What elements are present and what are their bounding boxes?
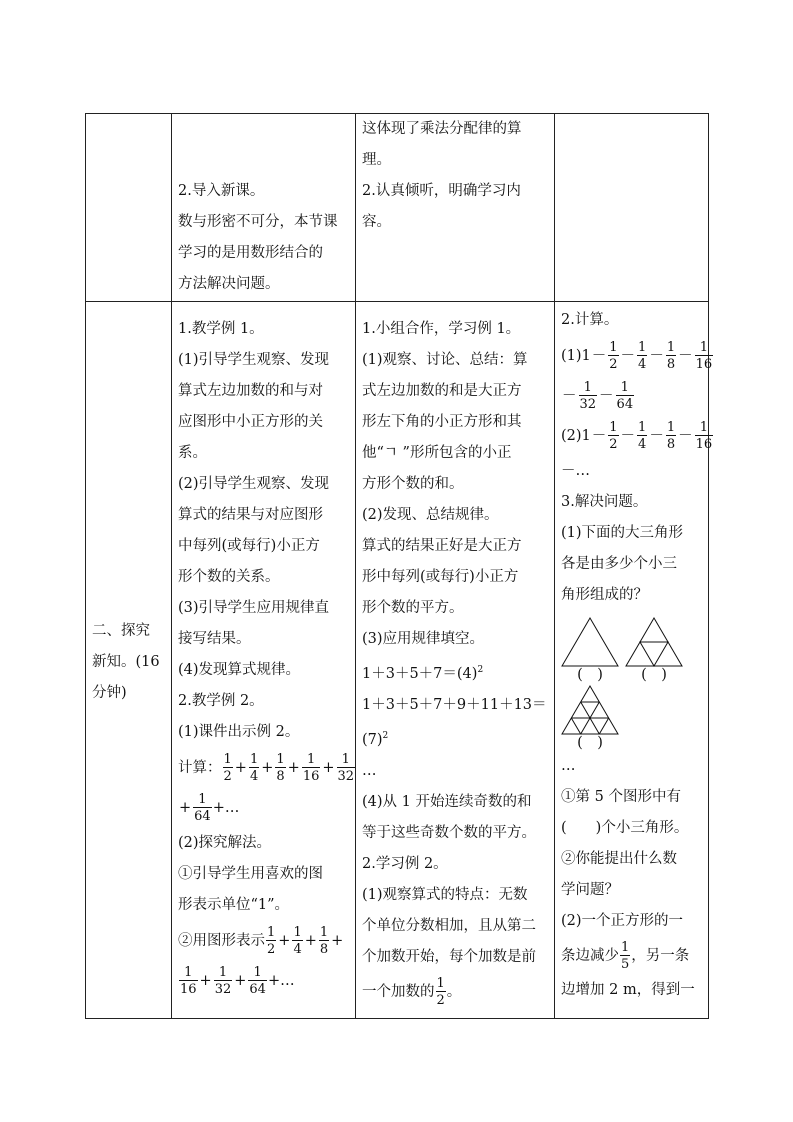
text-line: 各是由多少个小三 (561, 556, 677, 572)
equation-line: $1+3+5+7=(4)^2$ (362, 665, 484, 682)
fraction: $\frac{1}{64}$ (616, 380, 634, 412)
text-line: (3)引导学生应用规律直 (178, 600, 330, 616)
text-line: 2.教学例 2。 (178, 693, 264, 709)
text-line: (1)观察、讨论、总结：算 (362, 352, 528, 368)
fraction: $\frac{1}{2}$ (609, 340, 618, 372)
fraction: $\frac{1}{16}$ (180, 965, 197, 997)
equation-line: $(7)^2$ (362, 730, 389, 748)
text-line: (4)从 1 开始连续奇数的和 (362, 793, 532, 810)
section-label (92, 616, 170, 709)
fraction: $\frac{1}{8}$ (666, 420, 676, 452)
text-line: 容。 (362, 214, 391, 230)
text-line: 应图形中小正方形的关 (178, 414, 323, 430)
text-line: 式左边加数的和是大正方 (362, 383, 522, 399)
text-line: 一个加数的 $\frac{1}{2}$ 。 (362, 975, 462, 1008)
text-line: －… (561, 463, 590, 479)
fraction: $\frac{1}{2}$ (436, 975, 445, 1008)
text-line: 个单位分数相加，且从第二 (362, 917, 536, 934)
fraction: $\frac{1}{8}$ (666, 340, 676, 372)
graph-line: ②用图形表示 $\frac{1}{2}$ + $\frac{1}{4}$ + $\frac{1}{8}$ + (178, 925, 344, 957)
text-line: 方法解决问题。 (178, 276, 280, 292)
text-line: ①第 5 个图形中有 (561, 789, 681, 805)
text-line: 形表示单位“1”。 (178, 897, 290, 913)
calc-label: 计算： (178, 760, 222, 776)
text-line: 1.教学例 1。 (178, 321, 264, 337)
text-line: 他“ㄱ ”形所包含的小正 (362, 445, 512, 461)
text-line: 学问题？ (561, 882, 619, 898)
text-line: (1)下面的大三角形 (561, 525, 684, 541)
text-line: (1)引导学生观察、发现 (178, 352, 330, 368)
row1-student-cell (362, 114, 552, 238)
fraction: $\frac{1}{2}$ (223, 752, 232, 784)
text-line: (1)课件出示例 2。 (178, 724, 300, 740)
text-line: … (561, 758, 576, 774)
text-line: 角形组成的？ (561, 587, 648, 603)
fraction: $\frac{1}{4}$ (638, 340, 647, 372)
text-line: 二、探究 (92, 623, 150, 639)
triangle-figure-2: ( ) (625, 617, 683, 683)
text-line: 3.解决问题。 (561, 494, 648, 510)
triangle-figure-1: ( ) (561, 617, 619, 683)
text-line: 2.计算。 (561, 312, 619, 328)
text-line: (2)探究解法。 (178, 835, 272, 851)
text-line: (2)引导学生观察、发现 (178, 476, 330, 492)
text-line: ②你能提出什么数 (561, 851, 677, 867)
text-line: 2.导入新课。 (178, 183, 265, 199)
fraction: $\frac{1}{8}$ (276, 752, 285, 784)
fraction: $\frac{1}{32}$ (579, 380, 597, 412)
text-line: 形左下角的小正方形和其 (362, 414, 522, 430)
text-line: 理。 (362, 152, 391, 168)
practice-cell (561, 305, 713, 1006)
fraction: $\frac{1}{16}$ (695, 420, 713, 452)
fraction: $\frac{1}{2}$ (267, 925, 276, 957)
text-line: 分钟) (92, 685, 127, 701)
fraction: $\frac{1}{4}$ (249, 752, 259, 784)
text-line: 算式左边加数的和与对 (178, 383, 323, 399)
text-line: ①引导学生用喜欢的图 (178, 866, 323, 882)
fraction: $\frac{1}{32}$ (337, 752, 355, 784)
text-line: 个加数开始，每个加数是前 (362, 948, 536, 965)
text-line: 形个数的关系。 (178, 569, 280, 585)
equation-line: 1＋3＋5＋7＋9＋11＋13＝ (362, 696, 547, 713)
nine-part-triangle-icon (561, 685, 619, 735)
fraction: $\frac{1}{16}$ (695, 340, 713, 372)
text-line: 等于这些奇数个数的平方。 (362, 824, 536, 841)
fraction: $\frac{1}{8}$ (319, 925, 329, 957)
text-line: 这体现了乘法分配律的算 (362, 121, 522, 137)
text-line: 接写结果。 (178, 631, 251, 647)
text-line: 形中每列(或每行)小正方 (362, 569, 519, 585)
triangle-figure-3: ( ) (561, 685, 619, 751)
text-line: (2)发现、总结规律。 (362, 507, 499, 523)
fraction: $\frac{1}{5}$ (621, 940, 630, 972)
text-line: 1.小组合作，学习例 1。 (362, 321, 521, 337)
fraction: $\frac{1}{64}$ (249, 965, 266, 997)
calc-2: (2)1－ $\frac{1}{2}$ － $\frac{1}{4}$ － $\frac{1}{8}$ － $\frac{1}{16}$ (561, 420, 713, 452)
calc-1b: － $\frac{1}{32}$ － $\frac{1}{64}$ (562, 380, 634, 412)
large-triangle-icon (561, 617, 619, 667)
teacher-activity-cell (178, 314, 353, 1001)
text-line: 中每列(或每行)小正方 (178, 538, 320, 554)
text-line: 新知。(16 (92, 654, 160, 670)
text-line: 形个数的平方。 (362, 600, 464, 616)
text-line: 2.认真倾听，明确学习内 (362, 183, 521, 199)
text-line: 方形个数的和。 (362, 476, 464, 492)
calc-line-2: + $\frac{1}{64}$ +… (179, 792, 240, 824)
graph-line-2: $\frac{1}{16}$ + $\frac{1}{32}$ + $\frac{1}{64}$ +… (180, 965, 295, 997)
text-line: 2.学习例 2。 (362, 855, 448, 872)
text-line: 边增加 2 m，得到一 (561, 982, 695, 998)
fraction: $\frac{1}{4}$ (293, 925, 302, 957)
fraction: $\frac{1}{16}$ (302, 752, 320, 784)
text-line: 算式的结果正好是大正方 (362, 538, 522, 554)
text-line: 学习的是用数形结合的 (178, 245, 323, 261)
text-line: (4)发现算式规律。 (178, 662, 301, 678)
student-activity-cell (362, 314, 552, 1011)
fraction: $\frac{1}{4}$ (638, 420, 647, 452)
text-line: (2)一个正方形的一 (561, 913, 684, 929)
triangle-figures (561, 617, 707, 683)
text-line: 系。 (178, 445, 207, 461)
lesson-table (85, 113, 713, 1019)
fraction: $\frac{1}{32}$ (214, 965, 232, 997)
fraction: $\frac{1}{64}$ (194, 792, 211, 824)
text-line: … (362, 762, 377, 779)
subdivided-triangle-icon (625, 617, 683, 667)
calc-line: 计算： $\frac{1}{2}$ + $\frac{1}{4}$ + $\frac{1}{8}$ + $\frac{1}{16}$ + $\frac{1}{32}$ (178, 752, 355, 784)
text-line: 数与形密不可分，本节课 (178, 214, 338, 230)
text-line: (1)观察算式的特点：无数 (362, 886, 528, 903)
text-line: ( )个小三角形。 (561, 820, 689, 836)
row1-teacher-cell (178, 176, 353, 300)
text-line: 算式的结果与对应图形 (178, 507, 323, 523)
text-line: (3)应用规律填空。 (362, 631, 485, 647)
ellipsis: +… (212, 800, 240, 816)
text-line: 条边减少 $\frac{1}{5}$ ，另一条 (561, 940, 690, 972)
calc-1: (1)1－ $\frac{1}{2}$ － $\frac{1}{4}$ － $\frac{1}{8}$ － $\frac{1}{16}$ (561, 340, 713, 372)
fraction: $\frac{1}{2}$ (609, 420, 618, 452)
